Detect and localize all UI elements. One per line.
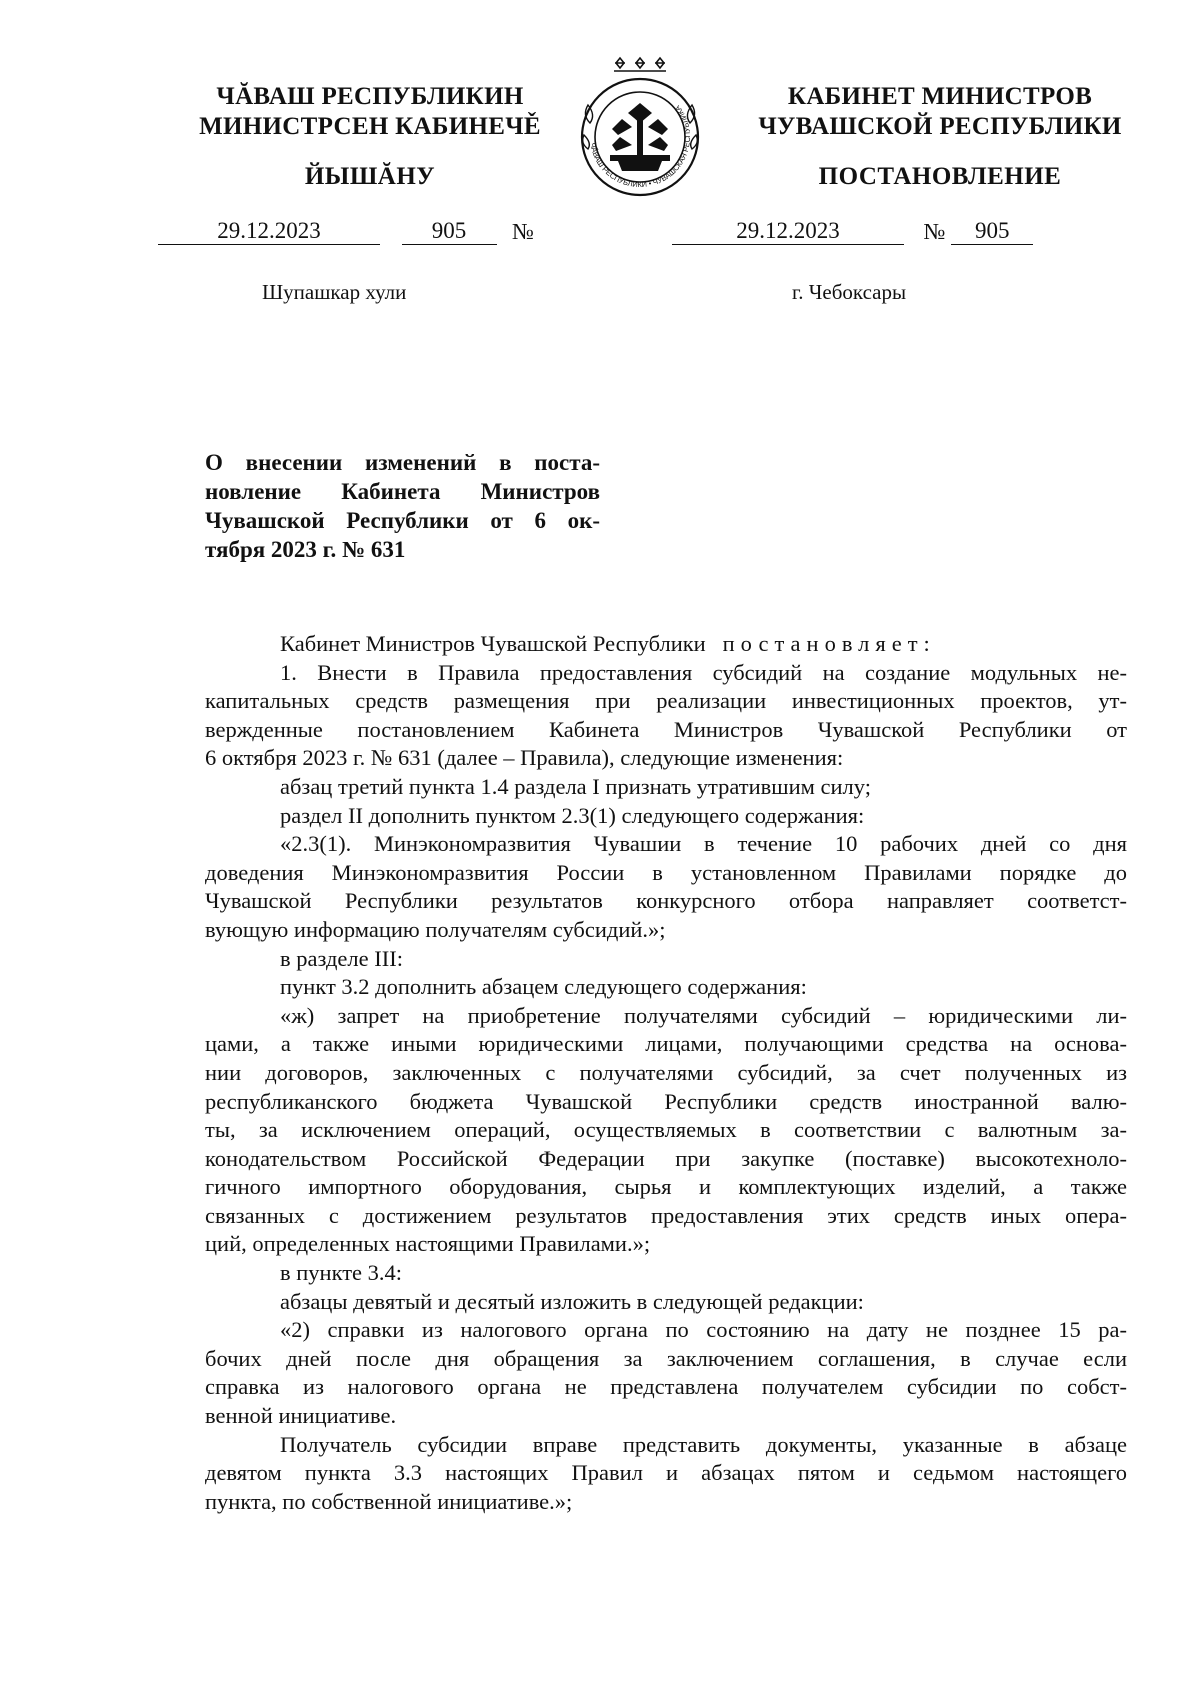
subject-line: новление Кабинета Министров — [205, 479, 600, 504]
left-number: 905 — [402, 218, 497, 245]
body-line: бочих дней после дня обращения за заключением соглашения, в случае если — [205, 1345, 1127, 1371]
intro-verb: постановляет: — [722, 631, 936, 656]
body-line: 1. Внести в Правила предоставления субсидий на создание модульных не- — [280, 659, 1127, 685]
body-line: девятом пункта 3.3 настоящих Правил и абзацах пятом и седьмом настоящего — [205, 1460, 1127, 1486]
body-line: в пункте 3.4: — [280, 1260, 403, 1286]
body-line: гичного импортного оборудования, сырья и комплектующих изделий, а также — [205, 1174, 1127, 1200]
body-line: вующую информацию получателям субсидий.»; — [205, 916, 666, 942]
body-line: Чувашской Республики результатов конкурсного отбора направляет соответст- — [205, 888, 1127, 914]
emblem-ring-text: ЧĂВАШ РЕСПУБЛИКИ • ЧУВАШСКАЯ РЕСПУБЛИКА — [588, 103, 693, 190]
body-line: ты, за исключением операций, осуществляемых в соответствии с валютным за- — [205, 1117, 1127, 1143]
number-line-left — [158, 218, 534, 248]
subject-line: О внесении изменений в поста- — [205, 450, 600, 475]
body-line: пункта, по собственной инициативе.»; — [205, 1488, 573, 1514]
number-line-right — [672, 218, 1033, 248]
doctype-left: ЙЫШĂНУ — [304, 163, 436, 190]
body-line: цами, а также иными юридическими лицами, получающими средства на основа- — [205, 1031, 1127, 1057]
body-line: венной инициативе. — [205, 1403, 397, 1429]
body-line: республиканского бюджета Чувашской Республики средств иностранной валю- — [205, 1088, 1127, 1114]
intro-line — [205, 630, 1127, 659]
body-line: справка из налогового органа не представлена получателем субсидии по собст- — [205, 1374, 1127, 1400]
coat-of-arms-icon — [570, 55, 710, 205]
body-line: связанных с достижением результатов предоставления этих средств иных опера- — [205, 1202, 1127, 1228]
subject-line: Чувашской Республики от 6 ок- — [205, 508, 600, 533]
document-subject — [205, 448, 600, 564]
header-right-line2: ЧУВАШСКОЙ РЕСПУБЛИКИ — [758, 113, 1122, 140]
header-left-line2: МИНИСТРСЕН КАБИНЕЧĚ — [199, 113, 541, 140]
body-line: конодательством Российской Федерации при закупке (поставке) высокотехноло- — [205, 1145, 1127, 1171]
right-number-sign: № — [923, 219, 946, 244]
header-right — [735, 82, 1145, 142]
body-line: раздел II дополнить пунктом 2.3(1) следующего содержания: — [280, 802, 865, 828]
coat-of-arms-emblem — [570, 55, 710, 205]
left-number-sign: № — [512, 219, 534, 244]
body-line: капитальных средств размещения при реализации инвестиционных проектов, ут- — [205, 688, 1127, 714]
body-line: «2.3(1). Минэкономразвития Чувашии в течение 10 рабочих дней со дня — [280, 831, 1127, 857]
doctype-right: ПОСТАНОВЛЕНИЕ — [818, 163, 1062, 190]
body-line: 6 октября 2023 г. № 631 (далее – Правила), следующие изменения: — [205, 745, 844, 771]
right-city: г. Чебоксары — [792, 280, 907, 304]
left-city: Шупашкар хули — [262, 280, 407, 304]
body-line: вержденные постановлением Кабинета Министров Чувашской Республики от — [205, 716, 1127, 742]
body-line: нии договоров, заключенных с получателями субсидий, за счет полученных из — [205, 1059, 1127, 1085]
body-line: «2) справки из налогового органа по состоянию на дату не позднее 15 ра- — [280, 1317, 1127, 1343]
body-line: абзацы девятый и десятый изложить в следующей редакции: — [280, 1288, 864, 1314]
body-line: абзац третий пункта 1.4 раздела I признать утратившим силу; — [280, 773, 871, 799]
body-line: «ж) запрет на приобретение получателями субсидий – юридическими ли- — [280, 1002, 1127, 1028]
header-left-line1: ЧĂВАШ РЕСПУБЛИКИН — [216, 83, 524, 110]
body-line: пункт 3.2 дополнить абзацем следующего содержания: — [280, 974, 807, 1000]
subject-line: тября 2023 г. № 631 — [205, 537, 406, 562]
body-line: ций, определенных настоящими Правилами.»; — [205, 1231, 651, 1257]
body-line: в разделе III: — [280, 945, 403, 971]
header-left — [170, 82, 570, 142]
right-date: 29.12.2023 — [672, 218, 904, 245]
body-line: Получатель субсидии вправе представить документы, указанные в абзаце — [280, 1431, 1127, 1457]
intro-prefix: Кабинет Министров Чувашской Республики — [280, 631, 706, 656]
right-number: 905 — [951, 218, 1033, 245]
document-body — [205, 630, 1127, 1516]
body-line: доведения Минэкономразвития России в установленном Правилами порядке до — [205, 859, 1127, 885]
left-date: 29.12.2023 — [158, 218, 380, 245]
header-right-line1: КАБИНЕТ МИНИСТРОВ — [787, 83, 1093, 110]
